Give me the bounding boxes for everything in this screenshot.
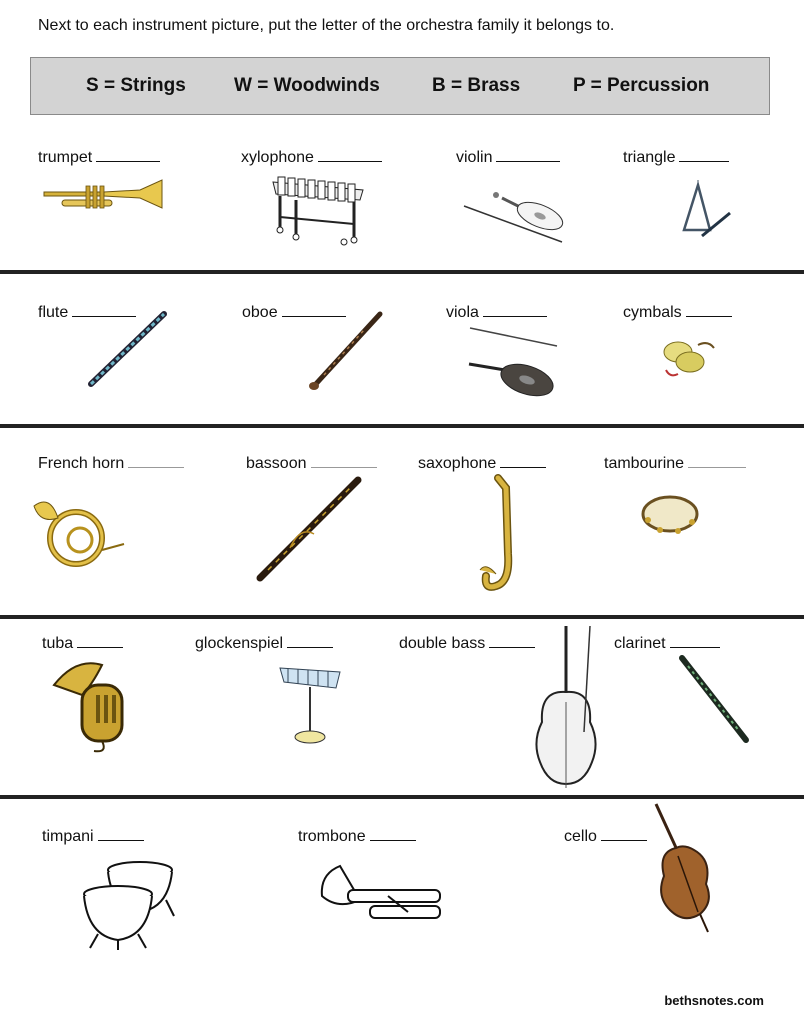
viola-icon xyxy=(465,322,560,407)
cello-icon xyxy=(648,800,720,935)
instrument-name: saxophone xyxy=(418,455,497,472)
answer-blank[interactable] xyxy=(77,633,123,648)
row-divider xyxy=(0,615,804,619)
oboe-icon xyxy=(304,310,384,392)
violin-icon xyxy=(462,186,567,248)
instrument-name: oboe xyxy=(242,304,278,321)
saxophone-icon xyxy=(476,474,536,599)
instrument-name: bassoon xyxy=(246,455,307,472)
instrument-name: cymbals xyxy=(623,304,682,321)
answer-blank[interactable] xyxy=(311,453,377,468)
glockenspiel-icon xyxy=(278,660,343,748)
clarinet-icon xyxy=(676,654,752,746)
answer-item xyxy=(241,147,382,167)
answer-blank[interactable] xyxy=(496,147,560,162)
timpani-icon xyxy=(78,860,178,952)
instrument-name: French horn xyxy=(38,455,125,472)
instrument-name: flute xyxy=(38,304,69,321)
answer-item xyxy=(246,453,377,473)
answer-blank[interactable] xyxy=(318,147,382,162)
bassoon-icon xyxy=(250,474,365,584)
answer-item xyxy=(195,633,333,653)
legend-brass: B = Brass xyxy=(432,75,521,96)
instrument-name: glockenspiel xyxy=(195,635,284,652)
row-divider xyxy=(0,424,804,428)
family-legend xyxy=(30,57,770,115)
row-divider xyxy=(0,795,804,799)
answer-item xyxy=(623,302,732,322)
row-divider xyxy=(0,270,804,274)
answer-blank[interactable] xyxy=(679,147,729,162)
instrument-name: violin xyxy=(456,149,493,166)
answer-blank[interactable] xyxy=(688,453,746,468)
legend-woodwinds: W = Woodwinds xyxy=(234,75,380,96)
instrument-name: trumpet xyxy=(38,149,93,166)
legend-percussion: P = Percussion xyxy=(573,75,710,96)
site-credit: bethsnotes.com xyxy=(664,993,764,1008)
tambourine-icon xyxy=(640,490,702,538)
answer-blank[interactable] xyxy=(96,147,160,162)
answer-item xyxy=(564,826,647,846)
answer-item xyxy=(446,302,547,322)
trumpet-icon xyxy=(42,178,167,216)
instrument-name: double bass xyxy=(399,635,486,652)
answer-item xyxy=(604,453,746,473)
tuba-icon xyxy=(46,655,142,755)
instrument-name: clarinet xyxy=(614,635,666,652)
answer-item xyxy=(399,633,535,653)
answer-item xyxy=(623,147,729,167)
answer-item xyxy=(614,633,720,653)
answer-blank[interactable] xyxy=(686,302,732,317)
answer-item xyxy=(298,826,416,846)
answer-blank[interactable] xyxy=(483,302,547,317)
cymbals-icon xyxy=(660,330,720,380)
answer-item xyxy=(38,453,184,473)
instructions: Next to each instrument picture, put the letter of the orchestra family it belongs to. xyxy=(38,17,615,34)
answer-blank[interactable] xyxy=(670,633,720,648)
instrument-name: viola xyxy=(446,304,479,321)
answer-item xyxy=(456,147,560,167)
answer-item xyxy=(38,147,160,167)
instrument-name: triangle xyxy=(623,149,676,166)
answer-blank[interactable] xyxy=(500,453,546,468)
answer-blank[interactable] xyxy=(601,826,647,841)
xylophone-icon xyxy=(268,172,368,247)
answer-item xyxy=(42,633,123,653)
instrument-name: xylophone xyxy=(241,149,314,166)
instrument-name: cello xyxy=(564,828,597,845)
instrument-name: tambourine xyxy=(604,455,685,472)
instrument-name: trombone xyxy=(298,828,366,845)
answer-blank[interactable] xyxy=(98,826,144,841)
instrument-name: tuba xyxy=(42,635,74,652)
answer-item xyxy=(418,453,546,473)
answer-item xyxy=(42,826,144,846)
answer-blank[interactable] xyxy=(370,826,416,841)
french-horn-icon xyxy=(30,498,126,570)
double-bass-icon xyxy=(528,622,604,790)
triangle-icon xyxy=(680,180,735,240)
instrument-name: timpani xyxy=(42,828,94,845)
trombone-icon xyxy=(318,860,446,935)
legend-strings: S = Strings xyxy=(86,75,186,96)
answer-blank[interactable] xyxy=(287,633,333,648)
flute-icon xyxy=(86,310,168,388)
answer-blank[interactable] xyxy=(128,453,184,468)
